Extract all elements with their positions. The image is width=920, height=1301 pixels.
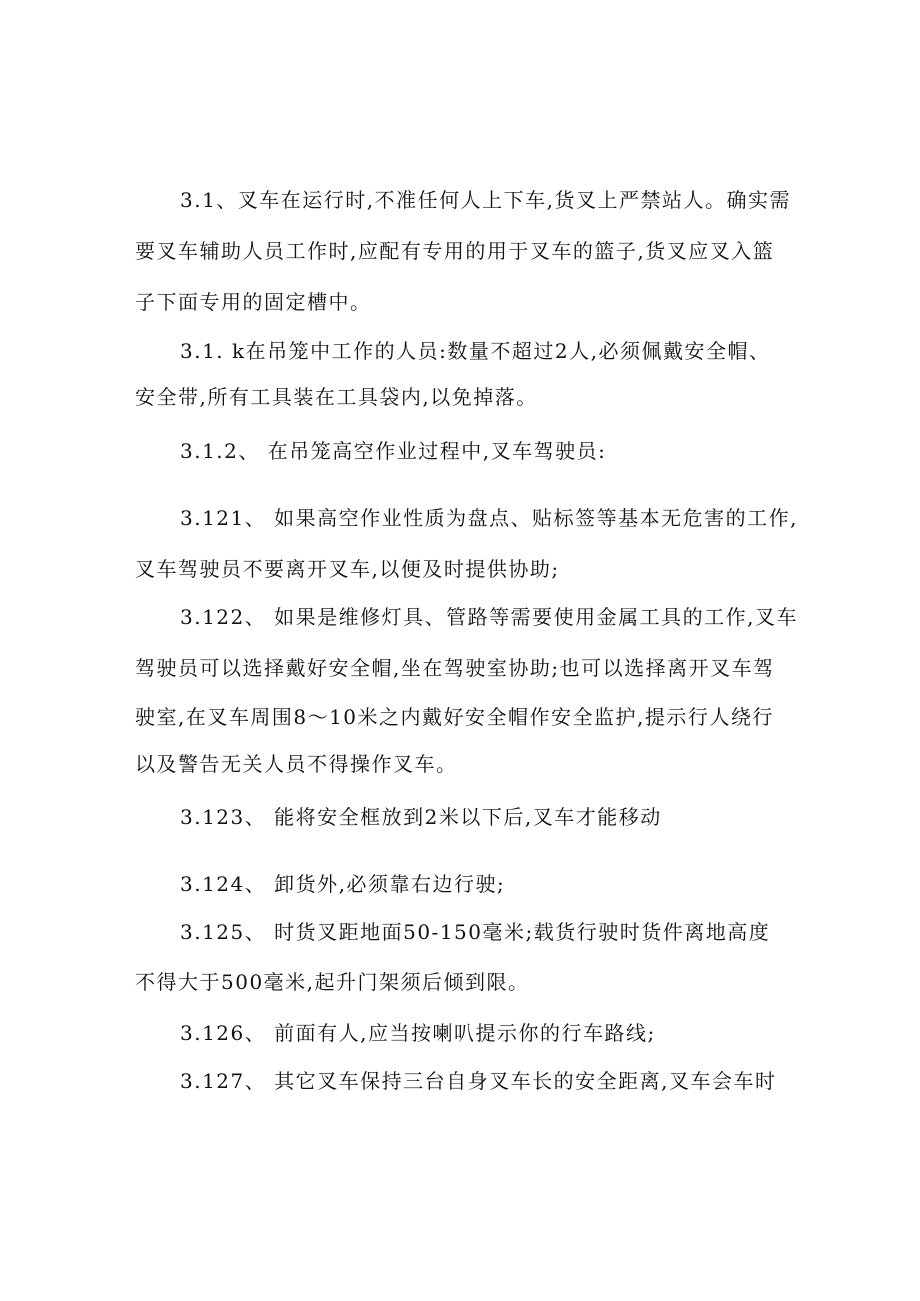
paragraph-3-122-line-4: 以及警告无关人员不得操作叉车。 [135,752,458,776]
paragraph-3-126-line-1: 3.126、 前面有人,应当按喇叭提示你的行车路线; [180,1021,656,1045]
paragraph-3-1-line-1: 3.1、叉车在运行时,不准任何人上下车,货叉上严禁站人。确实需 [180,188,792,212]
paragraph-3-125-line-2: 不得大于500毫米,起升门架须后倾到限。 [135,970,530,994]
paragraph-3-123-line-1: 3.123、 能将安全框放到2米以下后,叉车才能移动 [180,805,662,829]
paragraph-3-122-line-2: 驾驶员可以选择戴好安全帽,坐在驾驶室协助;也可以选择离开叉车驾 [135,656,775,680]
paragraph-3-122-line-3: 驶室,在叉车周围8～10米之内戴好安全帽作安全监护,提示行人绕行 [135,705,774,729]
paragraph-3-1-k-line-2: 安全带,所有工具装在工具袋内,以免掉落。 [135,385,538,409]
paragraph-3-1-line-2: 要叉车辅助人员工作时,应配有专用的用于叉车的篮子,货叉应叉入篮 [135,239,775,263]
paragraph-3-127-line-1: 3.127、 其它叉车保持三台自身叉车长的安全距离,叉车会车时 [180,1069,777,1093]
paragraph-3-122-line-1: 3.122、 如果是维修灯具、管路等需要使用金属工具的工作,叉车 [180,605,798,629]
paragraph-3-1-k-line-1: 3.1. k在吊笼中工作的人员:数量不超过2人,必须佩戴安全帽、 [180,339,771,363]
paragraph-3-121-line-2: 叉车驾驶员不要离开叉车,以便及时提供协助; [135,557,560,581]
paragraph-3-124-line-1: 3.124、 卸货外,必须靠右边行驶; [180,872,506,896]
paragraph-3-1-line-3: 子下面专用的固定槽中。 [135,290,372,314]
paragraph-3-125-line-1: 3.125、 时货叉距地面50-150毫米;载货行驶时货件离地高度 [180,920,771,944]
paragraph-3-1-2-line-1: 3.1.2、 在吊笼高空作业过程中,叉车驾驶员: [180,439,607,463]
paragraph-3-121-line-1: 3.121、 如果高空作业性质为盘点、贴标签等基本无危害的工作, [180,506,798,530]
